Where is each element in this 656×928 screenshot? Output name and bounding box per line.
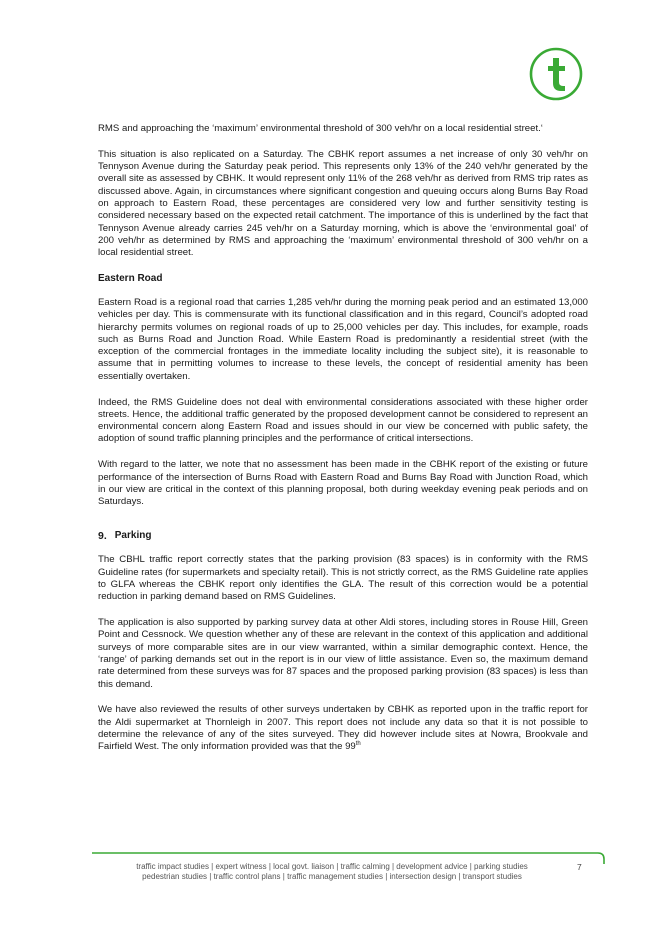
footer-services — [98, 862, 566, 882]
section-heading-parking — [98, 530, 588, 542]
ordinal-suffix: th — [355, 741, 361, 748]
subheading-eastern-road: Eastern Road — [98, 272, 163, 284]
paragraph: Eastern Road is a regional road that carries 1,285 veh/hr during the morning peak period and an estimated 13,000 vehicles per day. This is commensurate with its functional classification and in this regard, Council’s adopted road hierarchy permits volumes on regional roads of up to 25,000 vehicles per day. This includes, for example, roads such as Burns Road and Junction Road. While Eastern Road is predominantly a residential street (with the exception of the commercial frontages in the immediate locality including the subject site), it is reasonable to assume that in permitting volumes to increase to these levels, the concept of residential amenity has been essentially overtaken. — [98, 296, 588, 382]
paragraph: The CBHL traffic report correctly states that the parking provision (83 spaces) is in conformity with the RMS Guideline rates (for supermarkets and specialty retail). This is not strictly correct, as the RMS Guideline rate applies to GLFA whereas the CBHK report only identifies the GLA. The result of this correction would be a potential reduction in parking demand based on RMS Guidelines. — [98, 554, 588, 603]
section-title: Parking — [114, 530, 152, 542]
page-body — [98, 123, 588, 767]
paragraph: With regard to the latter, we note that no assessment has been made in the CBHK report of the existing or future performance of the intersection of Burns Road with Eastern Road and Burns Bay Road with Junction Road, which in our view are critical in the context of this planning proposal, both during weekday evening peak periods and on Saturdays. — [98, 459, 588, 508]
page-number: 7 — [577, 862, 582, 872]
paragraph: The application is also supported by parking survey data at other Aldi stores, including stores in Rouse Hill, Green Point and Cessnock. We question whether any of these are relevant in the context of this application and additional surveys of more comparable sites are in our view warranted, within a similar demographic context. Hence, the ‘range’ of parking demands set out in the report is in our view of little assistance. Even so, the maximum demand rate determined from these surveys was for 87 spaces and the proposed parking provision (83 spaces) is less than this demand. — [98, 617, 588, 690]
footer-line-2: pedestrian studies | traffic control plans | traffic management studies | intersection design | transport studies — [142, 872, 522, 881]
paragraph — [98, 704, 588, 753]
company-logo — [528, 46, 584, 102]
paragraph: RMS and approaching the ‘maximum’ environmental threshold of 300 veh/hr on a local residential street.‘ — [98, 123, 543, 134]
paragraph: This situation is also replicated on a Saturday. The CBHK report assumes a net increase of only 30 veh/hr on Tennyson Avenue during the Saturday peak period. This represents only 13% of the 240 veh/hr generated by the overall site as assessed by CBHK. It would represent only 11% of the 268 veh/hr as derived from RMS trip rates as discussed above. Again, in circumstances where significant congestion and queuing occurs along Burns Bay Road on approach to Eastern Road, these percentages are considered very low and further sensitivity testing is considered necessary based on the expected retail catchment. The importance of this is underlined by the fact that Tennyson Avenue already carries 245 veh/hr on a Saturday morning, which is above the ‘environmental goal’ of 200 veh/hr as determined by RMS and approaching the ‘maximum’ environmental threshold of 300 veh/hr on a local residential street. — [98, 148, 588, 259]
section-number: 9. — [98, 530, 107, 543]
paragraph: Indeed, the RMS Guideline does not deal with environmental considerations associated with these higher order streets. Hence, the additional traffic generated by the proposed development cannot be considered to represent an environmental concern along Eastern Road and issues should in our view be concerned with public safety, the adoption of sound traffic planning principles and the performance of critical intersections. — [98, 396, 588, 445]
paragraph-text: We have also reviewed the results of other surveys undertaken by CBHK as reported upon in the traffic report for the Aldi supermarket at Thornleigh in 2007. This report does not include any data so that it is not possible to determine the relevance of any of the sites surveyed. They did however include sites at Nowra, Brookvale and Fairfield West. The only information provided was that the 99 — [98, 704, 588, 753]
footer-line-1: traffic impact studies | expert witness | local govt. liaison | traffic calming | development advice | parking studies — [136, 862, 528, 871]
